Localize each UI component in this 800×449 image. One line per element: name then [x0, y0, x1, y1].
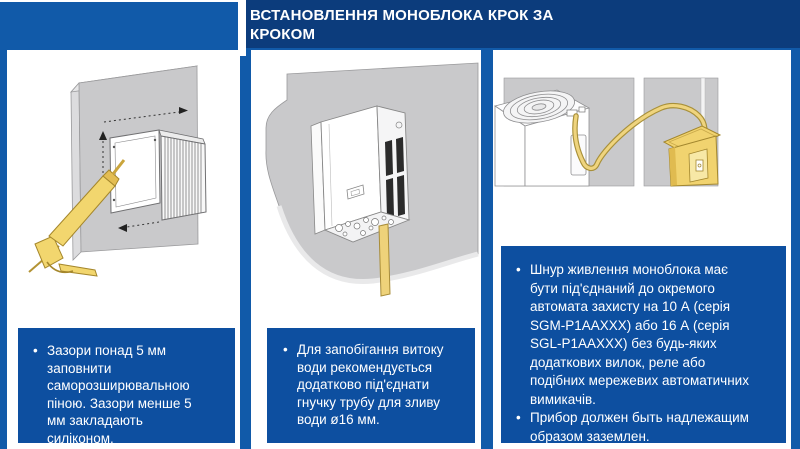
note-bullet-item: • Шнур живлення моноблока має бути під'єднаний до окремого автомата захисту на 10 А (серія SGM-P1AAXXX) або 16 А (серія SGL-P1AAXXX) без будь-яких додаткових вилок, реле або подібних мережевих автоматичних вимикачів. [515, 261, 756, 409]
note-box-1 [18, 328, 235, 446]
power-connection-illustration [493, 50, 791, 246]
step-panel-3 [493, 50, 791, 449]
note-bullet-item: • Для запобігання витоку води рекомендується додатково під'єднати гнучку трубу для зливу води ø16 мм. [282, 341, 463, 429]
page-title-line-2: КРОКОМ [250, 26, 316, 43]
note-bullet-item: • Зазори понад 5 мм заповнити саморозширювальною піною. Зазори менше 5 мм закладають силіконом. [32, 342, 213, 447]
note-box-2 [267, 328, 475, 443]
monoblock-drain-illustration [251, 50, 481, 328]
note-box-3 [501, 246, 786, 443]
top-edge-line [0, 0, 246, 2]
step-panel-2 [251, 50, 481, 449]
wall-vent-illustration [7, 50, 240, 328]
page-title [246, 0, 800, 44]
page-title-line-1: ВСТАНОВЛЕННЯ МОНОБЛОКА КРОК ЗА [250, 7, 554, 24]
header [246, 0, 800, 48]
step-panel-1 [7, 50, 240, 449]
header-left-gap [238, 0, 246, 56]
note-bullet-item: • Прибор должен быть надлежащим образом заземлен. [515, 409, 756, 446]
